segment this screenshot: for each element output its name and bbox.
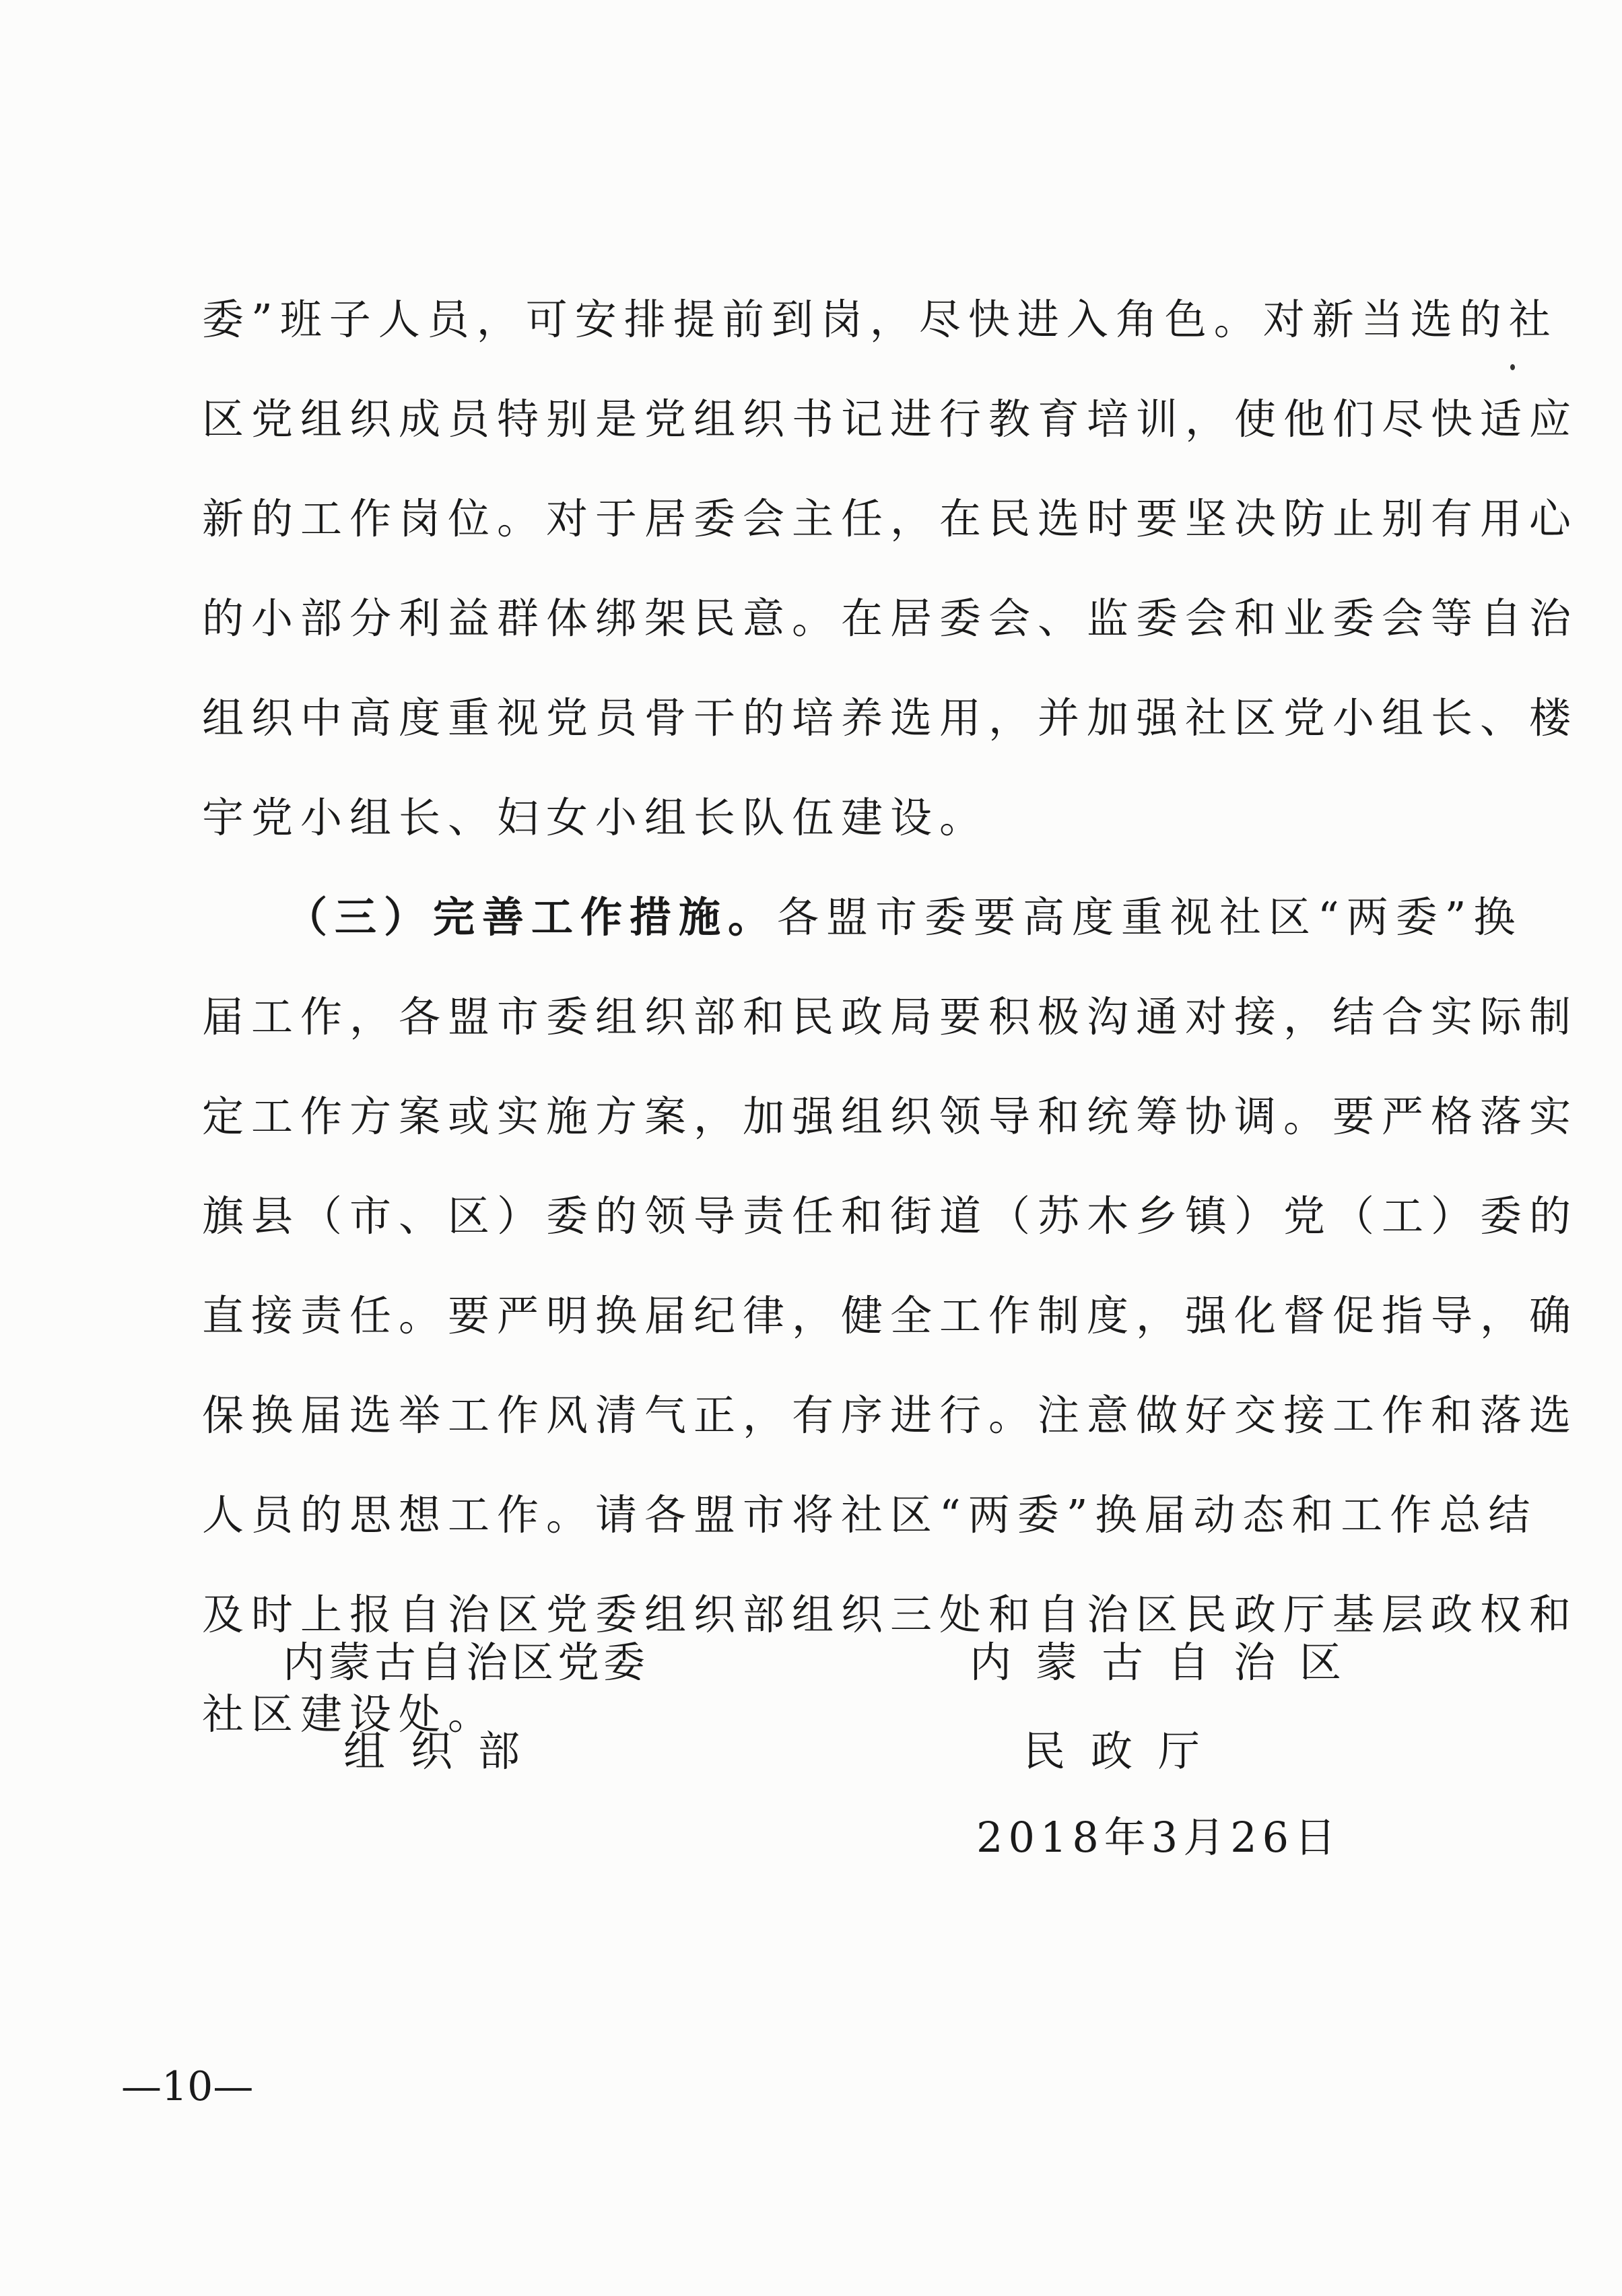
paragraph-line: 宇党小组长、妇女小组长队伍建设。	[202, 793, 989, 842]
signatory-right-line2: 民政厅	[1023, 1727, 1226, 1776]
paragraph-line: 组织中高度重视党员骨干的培养选用，并加强社区党小组长、楼	[202, 693, 1579, 742]
paragraph-line: 委”班子人员，可安排提前到岗，尽快进入角色。对新当选的社	[202, 295, 1558, 344]
paragraph-line: 社区建设处。	[202, 1690, 498, 1739]
paragraph-line: 直接责任。要严明换届纪律，健全工作制度，强化督促指导，确	[202, 1291, 1579, 1340]
paragraph-first-line	[202, 886, 1523, 985]
paragraph-line: 的小部分利益群体绑架民意。在居委会、监委会和业委会等自治	[202, 594, 1579, 643]
paragraph-line: 人员的思想工作。请各盟市将社区“两委”换届动态和工作总结	[202, 1490, 1538, 1539]
paragraph-line-rest: 各盟市委要高度重视社区“两委”换	[777, 893, 1523, 942]
paragraph-line: 届工作，各盟市委组织部和民政局要积极沟通对接，结合实际制	[202, 992, 1579, 1041]
signatory-left-line1: 内蒙古自治区党委	[283, 1638, 650, 1687]
document-date: 2018年3月26日	[976, 1813, 1342, 1862]
paragraph-line: 区党组织成员特别是党组织书记进行教育培训，使他们尽快适应	[202, 394, 1579, 444]
body-text	[202, 288, 1579, 1782]
paragraph-line: 新的工作岗位。对于居委会主任，在民选时要坚决防止别有用心	[202, 494, 1579, 543]
signatory-right-line1: 内蒙古自治区	[970, 1638, 1366, 1687]
page-number: —10—	[121, 2063, 254, 2110]
paragraph-line: 及时上报自治区党委组织部组织三处和自治区民政厅基层政权和	[202, 1590, 1579, 1639]
paragraph-line: 旗县（市、区）委的领导责任和街道（苏木乡镇）党（工）委的	[202, 1191, 1579, 1241]
paragraph-line: 定工作方案或实施方案，加强组织领导和统筹协调。要严格落实	[202, 1092, 1579, 1141]
scan-speck	[1510, 364, 1515, 370]
section-heading: （三）完善工作措施。	[285, 893, 778, 942]
signatory-left-line2: 组织部	[343, 1727, 546, 1776]
paragraph-line: 保换届选举工作风清气正，有序进行。注意做好交接工作和落选	[202, 1391, 1579, 1440]
